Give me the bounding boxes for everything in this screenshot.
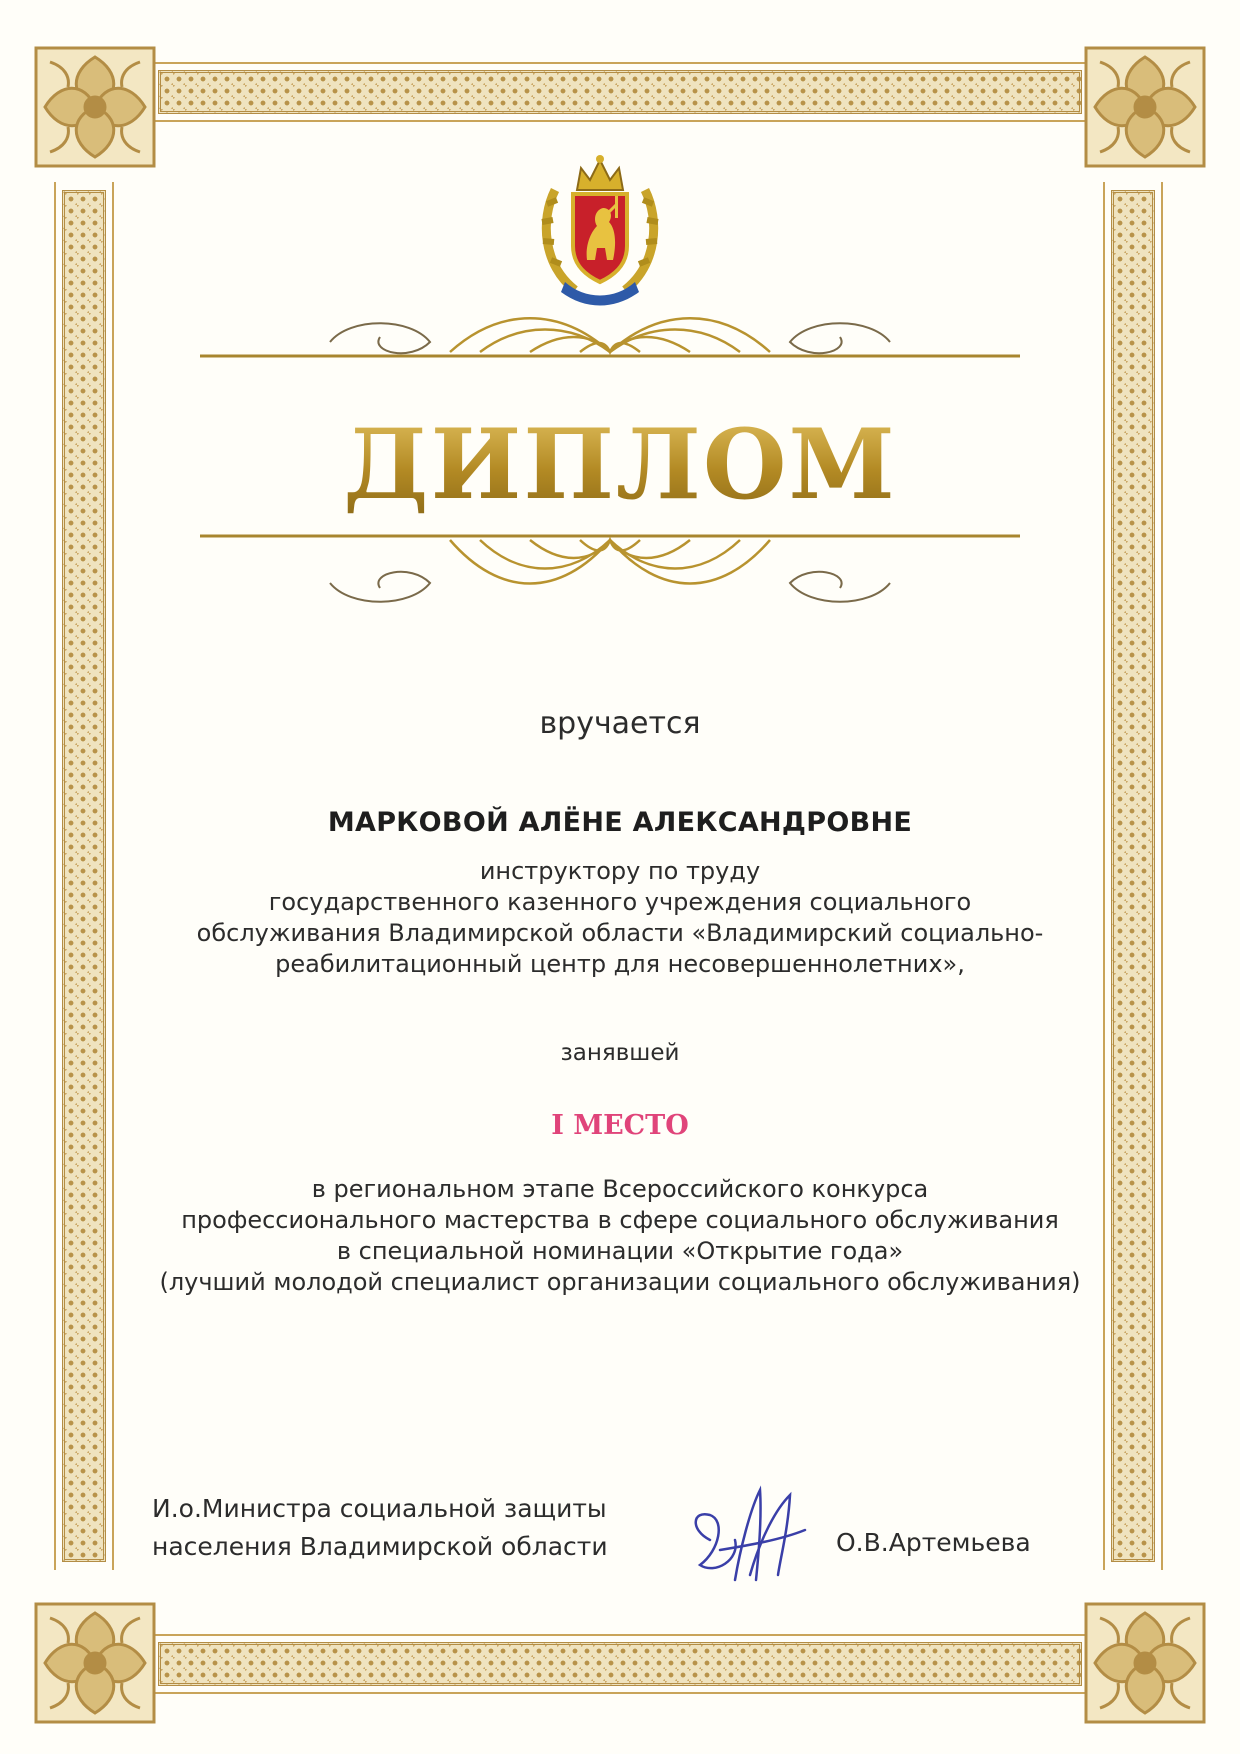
ornamental-corner-icon	[1080, 42, 1210, 172]
ornamental-corner-icon	[30, 42, 160, 172]
coat-of-arms-icon	[535, 150, 665, 310]
border-rail	[150, 1692, 1090, 1694]
place-award: I МЕСТО	[551, 1110, 689, 1141]
contest-line: в специальной номинации «Открытие года»	[336, 1237, 904, 1265]
border-top	[158, 70, 1082, 114]
recipient-name: МАРКОВОЙ АЛЁНЕ АЛЕКСАНДРОВНЕ	[327, 807, 913, 838]
contest-line: профессионального мастерства в сфере социального обслуживания	[181, 1206, 1059, 1234]
signatory-title-line: населения Владимирской области	[152, 1532, 608, 1561]
position-line: государственного казенного учреждения социального	[268, 888, 972, 916]
took-text: занявшей	[560, 1040, 680, 1066]
handwritten-signature	[680, 1470, 820, 1600]
scroll-flourish-icon	[200, 528, 1020, 618]
position-line: инструктору по труду	[479, 857, 761, 885]
awarded-text: вручается	[539, 706, 701, 741]
border-bottom	[158, 1642, 1082, 1686]
position-line: обслуживания Владимирской области «Владимирский социально-	[196, 919, 1044, 947]
position-line: реабилитационный центр для несовершеннолетних»,	[275, 950, 965, 978]
ornamental-corner-icon	[1080, 1598, 1210, 1728]
scroll-flourish-icon	[200, 312, 1020, 402]
signatory-title	[152, 1490, 672, 1566]
border-rail	[150, 120, 1090, 122]
border-rail	[150, 1634, 1090, 1636]
signatory-name: О.В.Артемьева	[836, 1528, 1031, 1557]
contest-line: (лучший молодой специалист организации социального обслуживания)	[159, 1268, 1081, 1296]
border-rail	[150, 62, 1090, 64]
signatory-title-line: И.о.Министра социальной защиты	[152, 1494, 607, 1523]
diploma-title: ДИПЛОМ	[0, 408, 1240, 521]
ornamental-corner-icon	[30, 1598, 160, 1728]
contest-line: в региональном этапе Всероссийского конкурса	[311, 1175, 929, 1203]
